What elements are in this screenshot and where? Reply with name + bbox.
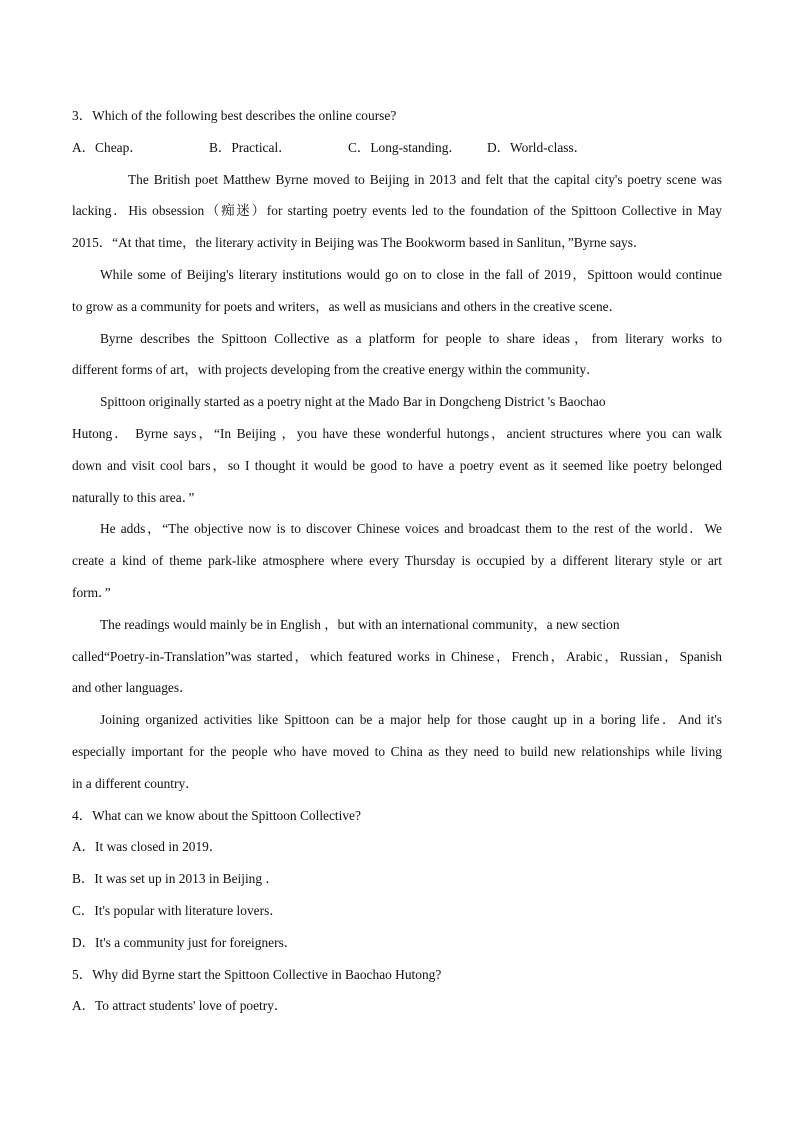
question-5: 5．Why did Byrne start the Spittoon Collective in Baochao Hutong? (72, 966, 442, 982)
q3-option-a: A．Cheap． (72, 139, 143, 155)
passage-line: form．” (72, 584, 111, 600)
q5-option-a: A．To attract students' love of poetry． (72, 998, 288, 1014)
passage-line: especially important for the people who have moved to China as they need to build new relationships while living (72, 743, 722, 759)
passage-line: in a different country． (72, 775, 199, 791)
passage-line: The readings would mainly be in English ，but with an international community，a new section (100, 616, 620, 632)
question-4: 4．What can we know about the Spittoon Collective? (72, 807, 361, 823)
passage-line: down and visit cool bars，so I thought it would be good to have a poetry event as it seemed like poetry belonged (72, 457, 722, 473)
passage-line: called“Poetry-in-Translation”was started，which featured works in Chinese，French，Arabic，Russian，Spanish (72, 648, 722, 664)
passage-line: lacking．His obsession（痴迷）for starting poetry events led to the foundation of the Spittoon Collective in May (72, 203, 722, 219)
passage-line: He adds，“The objective now is to discover Chinese voices and broadcast them to the rest of the world．We (100, 521, 722, 537)
passage-line: The British poet Matthew Byrne moved to Beijing in 2013 and felt that the capital city's poetry scene was (128, 171, 722, 187)
question-3-options (72, 132, 722, 164)
passage-line: naturally to this area．” (72, 489, 195, 505)
question-3: 3．Which of the following best describes the online course? (72, 108, 397, 123)
passage-line: to grow as a community for poets and writers，as well as musicians and others in the creative scene． (72, 298, 622, 314)
q3-option-c: C．Long-standing． (348, 139, 462, 155)
passage-line: Joining organized activities like Spittoon can be a major help for those caught up in a boring life．And it's (100, 712, 722, 728)
passage-line: and other languages． (72, 680, 193, 696)
passage-line: Hutong． Byrne says，“In Beijing ，you have these wonderful hutongs，ancient structures where you can walk (72, 425, 722, 441)
q3-option-b: B．Practical． (209, 139, 292, 155)
q4-option-d: D．It's a community just for foreigners． (72, 934, 298, 950)
passage-line: While some of Beijing's literary institutions would go on to close in the fall of 2019，Spittoon would continue (100, 266, 722, 282)
q4-option-c: C．It's popular with literature lovers． (72, 902, 283, 918)
passage-line: different forms of art，with projects developing from the creative energy within the community． (72, 362, 600, 378)
q4-option-b: B．It was set up in 2013 in Beijing ． (72, 871, 279, 887)
q4-option-a: A．It was closed in 2019． (72, 839, 223, 855)
page-content (72, 100, 722, 1022)
passage-line: create a kind of theme park-like atmosphere where every Thursday is occupied by a different literary style or art (72, 553, 722, 569)
passage-line: Byrne describes the Spittoon Collective as a platform for people to share ideas，from literary works to (100, 330, 722, 346)
q3-option-d: D．World-class． (487, 139, 588, 155)
passage-line: 2015．“At that time，the literary activity in Beijing was The Bookworm based in Sanlitun，”Byrne says． (72, 235, 647, 251)
passage-line: Spittoon originally started as a poetry night at the Mado Bar in Dongcheng District 's Baochao (100, 394, 606, 410)
